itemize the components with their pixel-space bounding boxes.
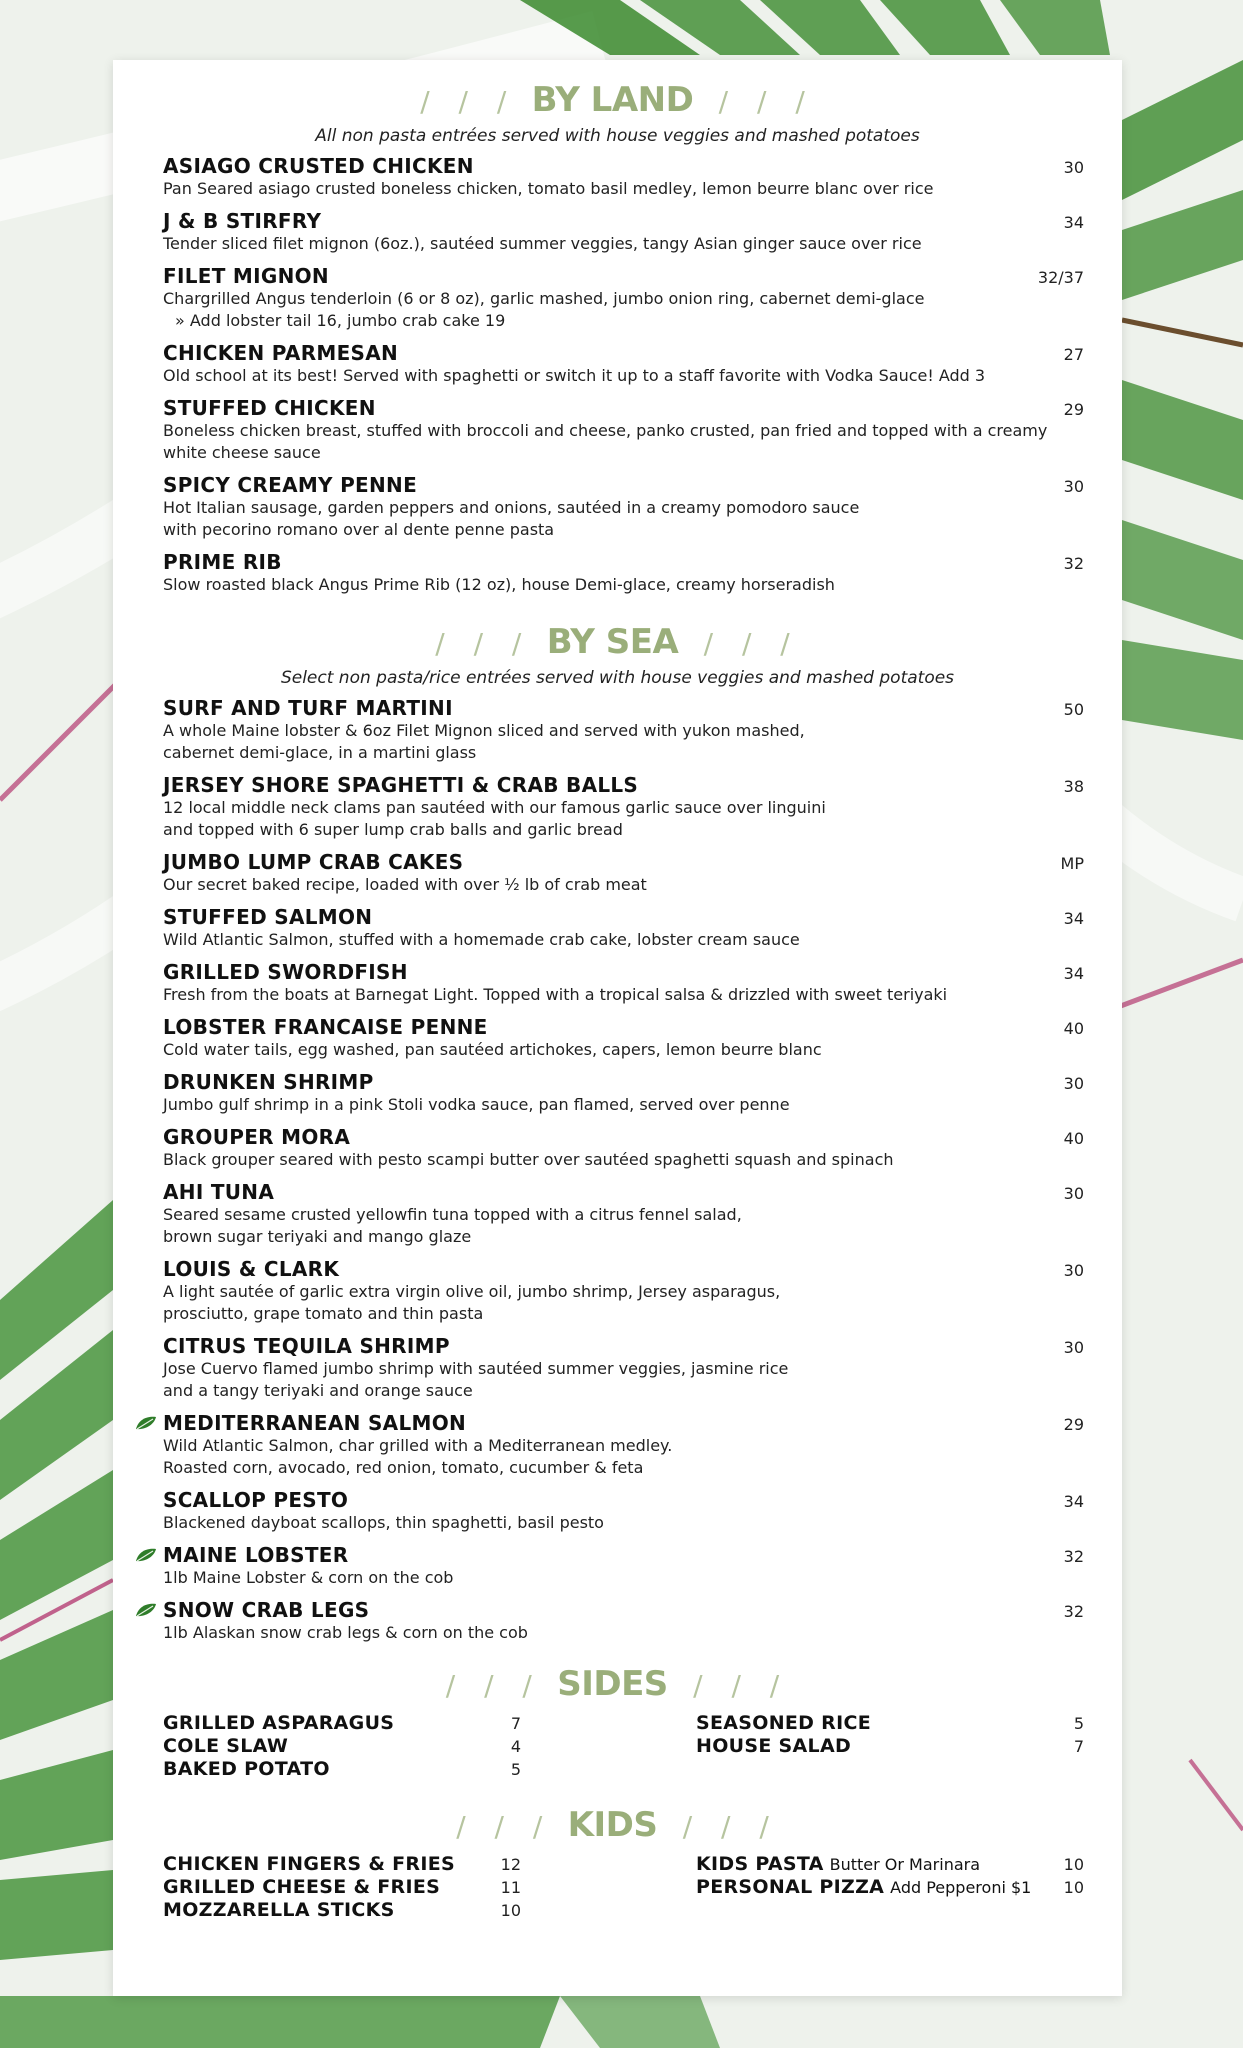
menu-item-price: 30 — [1063, 1261, 1084, 1280]
section-title-text: BY LAND — [531, 80, 694, 120]
menu-item — [163, 396, 1084, 464]
menu-item — [163, 473, 1084, 541]
menu-item-description: Seared sesame crusted yellowfin tuna topped with a citrus fennel salad, — [163, 1205, 742, 1224]
menu-item-name: SCALLOP PESTO — [163, 1488, 349, 1512]
menu-item-price: 32 — [1063, 554, 1084, 573]
menu-item-description: Boneless chicken breast, stuffed with broccoli and cheese, panko crusted, pan fried and topped with a creamy white cheese sauce — [163, 421, 1048, 462]
menu-item-name: AHI TUNA — [163, 1180, 275, 1204]
menu-item-name: DRUNKEN SHRIMP — [163, 1070, 374, 1094]
menu-item-price: 40 — [1063, 1129, 1084, 1148]
list-item — [696, 1712, 1084, 1735]
menu-item-price: 30 — [1063, 1074, 1084, 1093]
list-item-price: 7 — [1073, 1737, 1084, 1756]
list-item-name — [163, 1899, 395, 1921]
menu-item-price: 32/37 — [1037, 268, 1084, 287]
kids-right-column — [696, 1853, 1084, 1922]
menu-item-description: Old school at its best! Served with spaghetti or switch it up to a staff favorite with Vodka Sauce! Add 3 — [163, 366, 986, 385]
menu-item-description: Jose Cuervo flamed jumbo shrimp with sautéed summer veggies, jasmine rice — [163, 1359, 789, 1378]
menu-item-name: STUFFED SALMON — [163, 905, 373, 929]
menu-item-price: 30 — [1063, 1338, 1084, 1357]
list-item-name-text: BAKED POTATO — [163, 1758, 330, 1780]
list-item — [696, 1853, 1084, 1876]
menu-item-name: SNOW CRAB LEGS — [163, 1598, 370, 1622]
kids-left-column — [163, 1853, 521, 1922]
menu-item — [163, 1015, 1084, 1061]
list-item — [163, 1853, 521, 1876]
menu-item-header — [163, 1411, 1084, 1435]
section-title-kids — [113, 1807, 1122, 1845]
list-item-price: 10 — [500, 1901, 521, 1920]
slash-decoration: / / / — [435, 627, 532, 660]
menu-item-price: 27 — [1063, 345, 1084, 364]
menu-item-header — [163, 1257, 1084, 1281]
list-item-name — [696, 1876, 1031, 1899]
menu-item-name: LOBSTER FRANCAISE PENNE — [163, 1015, 488, 1039]
menu-item-name: SPICY CREAMY PENNE — [163, 473, 418, 497]
slash-decoration: / / / — [420, 85, 517, 118]
menu-item-description: Roasted corn, avocado, red onion, tomato, cucumber & feta — [163, 1458, 644, 1477]
menu-item-description: and topped with 6 super lump crab balls and garlic bread — [163, 820, 623, 839]
menu-item-name: J & B STIRFRY — [163, 209, 322, 233]
menu-item-description: with pecorino romano over al dente penne pasta — [163, 520, 555, 539]
list-item-price: 10 — [1063, 1878, 1084, 1897]
section-sides — [113, 1666, 1122, 1781]
sides-left-column — [163, 1712, 521, 1781]
menu-item-description: Black grouper seared with pesto scampi butter over sautéed spaghetti squash and spinach — [163, 1150, 894, 1169]
menu-item-header — [163, 1125, 1084, 1149]
menu-item-header — [163, 473, 1084, 497]
list-item-price: 5 — [1073, 1714, 1084, 1733]
section-title-sides — [113, 1666, 1122, 1704]
menu-item-price: 29 — [1063, 400, 1084, 419]
list-item-price: 7 — [510, 1714, 521, 1733]
menu-item — [163, 550, 1084, 596]
list-item-price: 5 — [510, 1760, 521, 1779]
list-item-name-text: SEASONED RICE — [696, 1712, 871, 1734]
menu-item — [163, 1125, 1084, 1171]
list-item-name-text: KIDS PASTA — [696, 1853, 824, 1875]
menu-item-header — [163, 1598, 1084, 1622]
list-item — [163, 1758, 521, 1781]
menu-item-price: 32 — [1063, 1547, 1084, 1566]
slash-decoration: / / / — [456, 1810, 553, 1843]
section-title-text: SIDES — [557, 1664, 668, 1704]
list-item-name-text: GRILLED ASPARAGUS — [163, 1712, 395, 1734]
leaf-icon — [135, 1415, 157, 1431]
menu-item-header — [163, 960, 1084, 984]
list-item-name-text: MOZZARELLA STICKS — [163, 1899, 395, 1921]
menu-item-name: PRIME RIB — [163, 550, 282, 574]
menu-item-price: 34 — [1063, 1492, 1084, 1511]
menu-item-header — [163, 1015, 1084, 1039]
list-item-name — [163, 1712, 394, 1734]
menu-item-description: 12 local middle neck clams pan sautéed with our famous garlic sauce over linguini — [163, 798, 826, 817]
menu-item — [163, 1334, 1084, 1402]
list-item-name-text: PERSONAL PIZZA — [696, 1876, 885, 1898]
menu-item — [163, 1257, 1084, 1325]
menu-item — [163, 1543, 1084, 1589]
menu-item-description: Cold water tails, egg washed, pan sautéed artichokes, capers, lemon beurre blanc — [163, 1040, 822, 1059]
menu-item-header — [163, 905, 1084, 929]
menu-item-price: 30 — [1063, 1184, 1084, 1203]
list-item-price: 12 — [500, 1855, 521, 1874]
list-item-name — [163, 1876, 440, 1898]
menu-item — [163, 773, 1084, 841]
menu-item-description: 1lb Alaskan snow crab legs & corn on the cob — [163, 1623, 528, 1642]
menu-item-name: MEDITERRANEAN SALMON — [163, 1411, 467, 1435]
menu-item-header — [163, 550, 1084, 574]
list-item — [163, 1712, 521, 1735]
slash-decoration: / / / — [718, 85, 815, 118]
list-item-name-text: CHICKEN FINGERS & FRIES — [163, 1853, 455, 1875]
menu-item-header — [163, 1488, 1084, 1512]
sides-right-column — [696, 1712, 1084, 1781]
menu-item-header — [163, 396, 1084, 420]
menu-item-name: MAINE LOBSTER — [163, 1543, 349, 1567]
list-item-name — [163, 1758, 330, 1780]
sides-list — [163, 1712, 1084, 1781]
menu-item-name: CHICKEN PARMESAN — [163, 341, 399, 365]
menu-item — [163, 696, 1084, 764]
section-title-by-land — [113, 82, 1122, 120]
menu-items-by-sea — [163, 696, 1084, 1644]
menu-item-price: 30 — [1063, 158, 1084, 177]
menu-item-name: ASIAGO CRUSTED CHICKEN — [163, 154, 474, 178]
menu-item-price: 30 — [1063, 477, 1084, 496]
menu-item — [163, 1411, 1084, 1479]
menu-item-name: FILET MIGNON — [163, 264, 329, 288]
menu-item-description: Chargrilled Angus tenderloin (6 or 8 oz), garlic mashed, jumbo onion ring, cabernet demi-glace — [163, 289, 925, 308]
menu-item-description: Pan Seared asiago crusted boneless chicken, tomato basil medley, lemon beurre blanc over rice — [163, 179, 934, 198]
kids-list — [163, 1853, 1084, 1922]
menu-item-description: Slow roasted black Angus Prime Rib (12 oz), house Demi-glace, creamy horseradish — [163, 575, 835, 594]
list-item-name — [696, 1735, 851, 1757]
menu-item-header — [163, 1543, 1084, 1567]
menu-item — [163, 209, 1084, 255]
menu-item-header — [163, 209, 1084, 233]
menu-item-description: » Add lobster tail 16, jumbo crab cake 19 — [175, 311, 506, 330]
section-subtitle: All non pasta entrées served with house veggies and mashed potatoes — [315, 126, 920, 146]
list-item-name-text: COLE SLAW — [163, 1735, 289, 1757]
menu-item-name: STUFFED CHICKEN — [163, 396, 376, 420]
menu-item-description: Jumbo gulf shrimp in a pink Stoli vodka sauce, pan flamed, served over penne — [163, 1095, 790, 1114]
list-item — [163, 1735, 521, 1758]
menu-item-name: SURF AND TURF MARTINI — [163, 696, 453, 720]
slash-decoration: / / / — [445, 1669, 542, 1702]
menu-item-description: Wild Atlantic Salmon, stuffed with a homemade crab cake, lobster cream sauce — [163, 930, 800, 949]
menu-item-description: brown sugar teriyaki and mango glaze — [163, 1227, 472, 1246]
menu-item-description: prosciutto, grape tomato and thin pasta — [163, 1304, 484, 1323]
menu-item-price: 34 — [1063, 909, 1084, 928]
menu-item-name: JUMBO LUMP CRAB CAKES — [163, 850, 464, 874]
list-item-name — [163, 1735, 288, 1757]
menu-item-description: cabernet demi-glace, in a martini glass — [163, 743, 477, 762]
menu-item — [163, 960, 1084, 1006]
menu-item-name: JERSEY SHORE SPAGHETTI & CRAB BALLS — [163, 773, 639, 797]
list-item — [696, 1876, 1084, 1899]
list-item-name — [696, 1712, 871, 1734]
menu-items-by-land — [163, 154, 1084, 596]
list-item-name-text: HOUSE SALAD — [696, 1735, 852, 1757]
menu-item-header — [163, 1334, 1084, 1358]
menu-item-header — [163, 154, 1084, 178]
slash-decoration: / / / — [693, 1669, 790, 1702]
menu-item-header — [163, 773, 1084, 797]
menu-item — [163, 1070, 1084, 1116]
menu-item-header — [163, 850, 1084, 874]
menu-item — [163, 341, 1084, 387]
menu-item-description: and a tangy teriyaki and orange sauce — [163, 1381, 473, 1400]
menu-item — [163, 1180, 1084, 1248]
menu-item-header — [163, 1070, 1084, 1094]
menu-item-description: Hot Italian sausage, garden peppers and onions, sautéed in a creamy pomodoro sauce — [163, 498, 860, 517]
slash-decoration: / / / — [703, 627, 800, 660]
menu-item-header — [163, 1180, 1084, 1204]
menu-item-name: GRILLED SWORDFISH — [163, 960, 408, 984]
menu-item-header — [163, 696, 1084, 720]
menu-item-price: 34 — [1063, 213, 1084, 232]
menu-item — [163, 1598, 1084, 1644]
menu-item-price: 32 — [1063, 1602, 1084, 1621]
section-title-by-sea — [113, 624, 1122, 662]
menu-item-price: 34 — [1063, 964, 1084, 983]
menu-item-name: GROUPER MORA — [163, 1125, 351, 1149]
menu-item-name: LOUIS & CLARK — [163, 1257, 340, 1281]
menu-item — [163, 264, 1084, 332]
menu-item-description: Fresh from the boats at Barnegat Light. Topped with a tropical salsa & drizzled with sweet teriyaki — [163, 985, 948, 1004]
menu-item-price: 29 — [1063, 1415, 1084, 1434]
section-by-sea — [113, 624, 1122, 1644]
menu-item — [163, 850, 1084, 896]
list-item — [163, 1899, 521, 1922]
list-item-note: Butter Or Marinara — [829, 1855, 981, 1874]
list-item-price: 10 — [1063, 1855, 1084, 1874]
list-item — [696, 1735, 1084, 1758]
section-by-land — [113, 82, 1122, 596]
menu-card — [113, 60, 1122, 1996]
menu-item-header — [163, 264, 1084, 288]
menu-item-description: Wild Atlantic Salmon, char grilled with a Mediterranean medley. — [163, 1436, 673, 1455]
menu-item-price: 40 — [1063, 1019, 1084, 1038]
list-item-note: Add Pepperoni $1 — [890, 1878, 1032, 1897]
menu-item-header — [163, 341, 1084, 365]
menu-item — [163, 1488, 1084, 1534]
leaf-icon — [135, 1547, 157, 1563]
menu-item-description: 1lb Maine Lobster & corn on the cob — [163, 1568, 454, 1587]
menu-item-description: A light sautée of garlic extra virgin olive oil, jumbo shrimp, Jersey asparagus, — [163, 1282, 781, 1301]
menu-item-description: Our secret baked recipe, loaded with over ½ lb of crab meat — [163, 875, 647, 894]
menu-item-price: 50 — [1063, 700, 1084, 719]
list-item-price: 11 — [500, 1878, 521, 1897]
leaf-icon — [135, 1602, 157, 1618]
list-item-name — [696, 1853, 980, 1876]
menu-item-description: A whole Maine lobster & 6oz Filet Mignon sliced and served with yukon mashed, — [163, 721, 805, 740]
menu-item-price: 38 — [1063, 777, 1084, 796]
menu-item-description: Tender sliced filet mignon (6oz.), sautéed summer veggies, tangy Asian ginger sauce over rice — [163, 234, 922, 253]
list-item-name-text: GRILLED CHEESE & FRIES — [163, 1876, 441, 1898]
menu-item-price: MP — [1060, 854, 1084, 873]
list-item — [163, 1876, 521, 1899]
menu-item — [163, 905, 1084, 951]
section-title-text: BY SEA — [546, 622, 679, 662]
menu-item-description: Blackened dayboat scallops, thin spaghetti, basil pesto — [163, 1513, 604, 1532]
section-title-text: KIDS — [567, 1805, 658, 1845]
slash-decoration: / / / — [682, 1810, 779, 1843]
list-item-name — [163, 1853, 455, 1875]
list-item-price: 4 — [510, 1737, 521, 1756]
menu-item-name: CITRUS TEQUILA SHRIMP — [163, 1334, 450, 1358]
menu-item — [163, 154, 1084, 200]
section-kids — [113, 1807, 1122, 1922]
section-subtitle: Select non pasta/rice entrées served with house veggies and mashed potatoes — [280, 668, 955, 688]
